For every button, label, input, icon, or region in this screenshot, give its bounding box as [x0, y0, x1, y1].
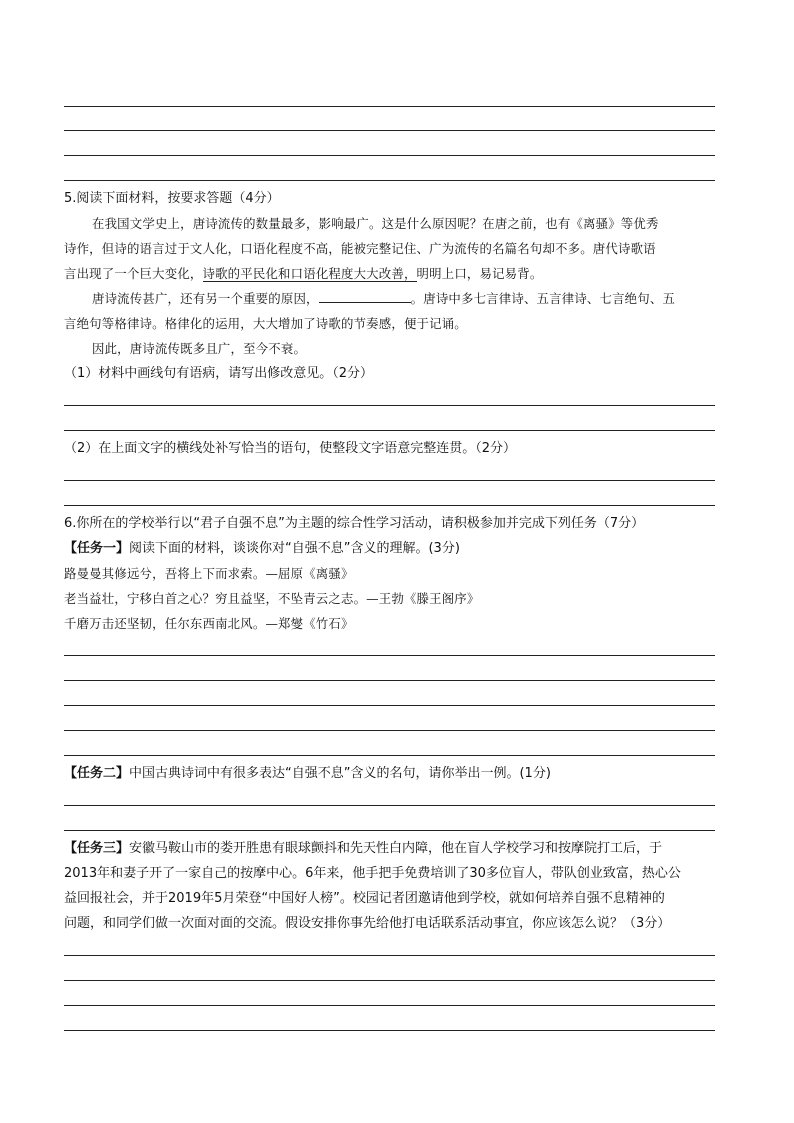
passage-text: 。唐诗中多七言律诗、五言律诗、七言绝句、五	[410, 291, 676, 306]
task-1	[64, 540, 460, 558]
passage-line	[92, 290, 675, 308]
answer-line[interactable]	[64, 805, 715, 806]
task-text-line: 2013年和妻子开了一家自己的按摩中心。6年来，他手把手免费培训了30多位盲人，带队创业致富，热心公	[64, 866, 681, 881]
answer-line[interactable]	[64, 1030, 715, 1031]
answer-line[interactable]	[64, 155, 715, 156]
task-text-line: 益回报社会，并于2019年5月荣登“中国好人榜”。校园记者团邀请他到学校，就如何培养自强不息精神的	[64, 891, 665, 906]
sub-question-1: （1）材料中画线句有语病，请写出修改意见。（2分）	[64, 366, 374, 381]
passage-line	[64, 265, 542, 283]
question-6-title: 6.你所在的学校举行以“君子自强不息”为主题的综合性学习活动，请积极参加并完成下列任务（7分）	[64, 516, 645, 531]
fill-in-blank[interactable]	[319, 290, 411, 303]
answer-line[interactable]	[64, 730, 715, 731]
answer-line[interactable]	[64, 680, 715, 681]
task-text-line: 问题，和同学们做一次面对面的交流。假设安排你事先给他打电话联系活动事宜，你应该怎么说？（3分）	[64, 916, 671, 931]
quote-line: 千磨万击还坚韧，任尔东西南北风。—郑燮《竹石》	[64, 616, 354, 631]
answer-line[interactable]	[64, 130, 715, 131]
passage-text: 唐诗流传甚广，还有另一个重要的原因，	[92, 291, 319, 306]
answer-line[interactable]	[64, 430, 715, 431]
quote-line: 老当益壮，宁移白首之心？穷且益坚，不坠青云之志。—王勃《滕王阁序》	[64, 591, 480, 606]
answer-line[interactable]	[64, 405, 715, 406]
answer-line[interactable]	[64, 505, 715, 506]
question-5-title: 5.阅读下面材料，按要求答题（4分）	[64, 191, 280, 206]
passage-text: 言出现了一个巨大变化，	[64, 266, 203, 281]
answer-line[interactable]	[64, 955, 715, 956]
passage-line: 因此，唐诗流传既多且广，至今不衰。	[92, 341, 307, 356]
answer-line[interactable]	[64, 755, 715, 756]
answer-line[interactable]	[64, 180, 715, 181]
answer-line[interactable]	[64, 980, 715, 981]
answer-line[interactable]	[64, 106, 715, 107]
sub-question-2: （2）在上面文字的横线处补写恰当的语句，使整段文字语意完整连贯。（2分）	[64, 441, 517, 456]
answer-line[interactable]	[64, 1005, 715, 1006]
task-text: 阅读下面的材料，谈谈你对“自强不息”含义的理解。(3分)	[129, 541, 460, 556]
task-tag: 【任务二】	[64, 766, 130, 781]
task-tag: 【任务三】	[64, 841, 130, 856]
quote-line: 路曼曼其修远兮，吾将上下而求索。—屈原《离骚》	[64, 566, 354, 581]
task-2	[64, 765, 551, 783]
passage-line: 在我国文学史上，唐诗流传的数量最多，影响最广。这是什么原因呢？在唐之前，也有《离骚》等优秀	[92, 216, 659, 231]
task-tag: 【任务一】	[64, 541, 130, 556]
task-3	[64, 840, 662, 858]
passage-text: 明明上口，易记易背。	[416, 266, 543, 281]
underlined-sentence: 诗歌的平民化和口语化程度大大改善，	[202, 266, 417, 281]
task-text: 中国古典诗词中有很多表达“自强不息”含义的名句，请你举出一例。(1分)	[129, 766, 551, 781]
answer-line[interactable]	[64, 655, 715, 656]
passage-line: 诗作，但诗的语言过于文人化，口语化程度不高，能被完整记住、广为流传的名篇名句却不多。唐代诗歌语	[64, 241, 656, 256]
answer-line[interactable]	[64, 830, 715, 831]
answer-line[interactable]	[64, 705, 715, 706]
answer-line[interactable]	[64, 480, 715, 481]
passage-line: 言绝句等格律诗。格律化的运用，大大增加了诗歌的节奏感，便于记诵。	[64, 316, 467, 331]
task-text: 安徽马鞍山市的娄开胜患有眼球颤抖和先天性白内障，他在盲人学校学习和按摩院打工后，于	[129, 841, 663, 856]
